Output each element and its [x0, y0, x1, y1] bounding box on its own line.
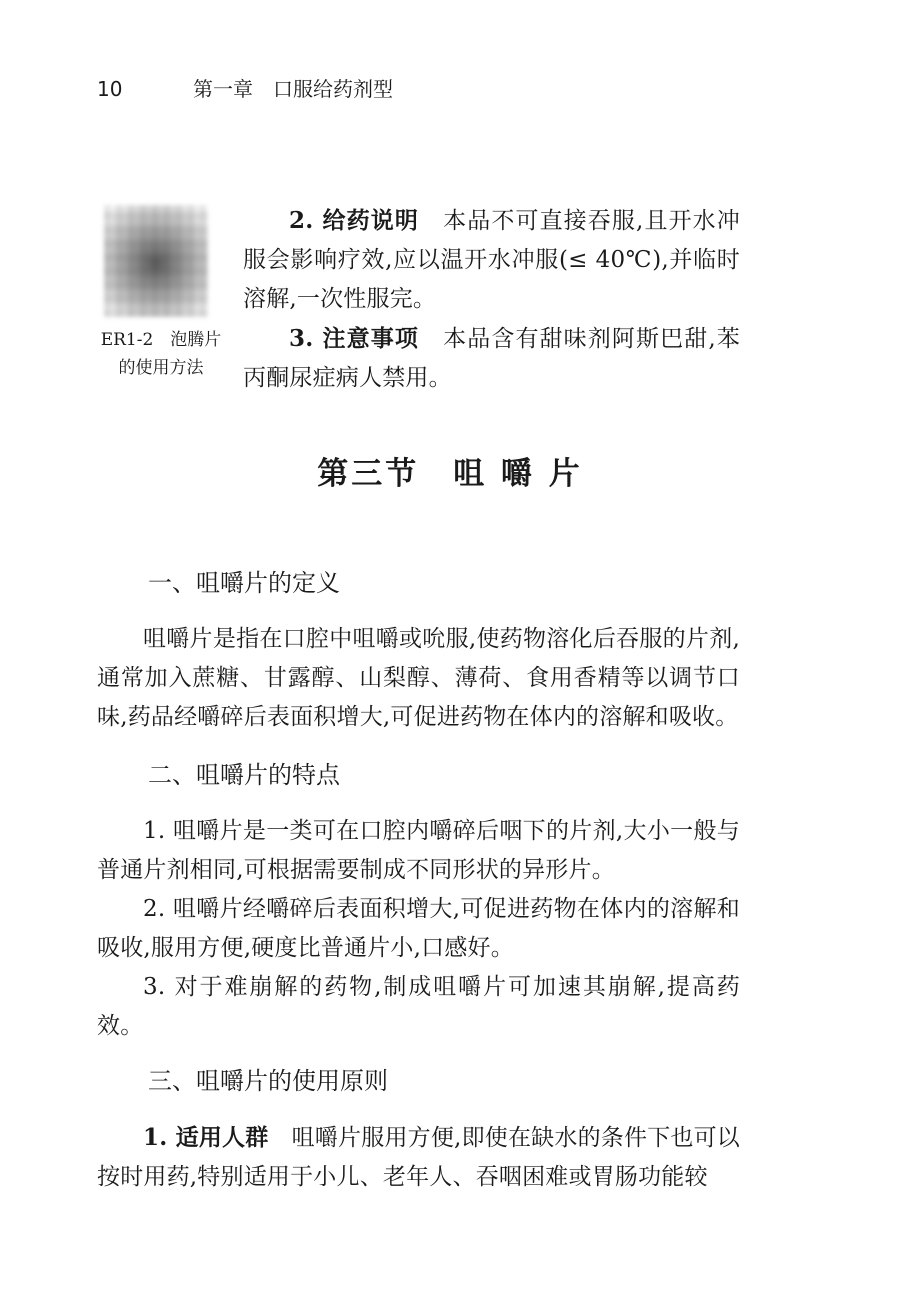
- principle-text: 咀嚼片服用方便,即使在缺水的条件下也可以按时用药,特别适用于小儿、老年人、吞咽困难或胃肠功能较: [97, 1125, 740, 1190]
- feature-item: 1. 咀嚼片是一类可在口腔内嚼碎后咽下的片剂,大小一般与普通片剂相同,可根据需要制成不同形状的异形片。: [97, 818, 740, 883]
- features-body: [97, 812, 740, 1046]
- feature-item: 2. 咀嚼片经嚼碎后表面积增大,可促进药物在体内的溶解和吸收,服用方便,硬度比普通片小,口感好。: [97, 896, 740, 961]
- qr-code-icon[interactable]: [104, 205, 208, 317]
- definition-body: [97, 620, 740, 737]
- item-text: 本品含有甜味剂阿斯巴甜,苯丙酮尿症病人禁用。: [243, 326, 740, 391]
- qr-caption: [96, 326, 226, 382]
- section-title: 第三节 咀 嚼 片: [317, 456, 583, 492]
- heading-features: 二、咀嚼片的特点: [148, 761, 340, 789]
- principle-label: 1. 适用人群: [143, 1124, 269, 1151]
- item-label: 3. 注意事项: [289, 325, 419, 352]
- item-administration: [243, 201, 740, 319]
- page-number: 10: [97, 77, 123, 101]
- principles-body: [97, 1118, 740, 1197]
- heading-definition: 一、咀嚼片的定义: [148, 569, 340, 597]
- item-precautions: [243, 319, 740, 398]
- item-text: 本品不可直接吞服,且开水冲服会影响疗效,应以温开水冲服(≤ 40℃),并临时溶解,一次性服完。: [243, 208, 740, 312]
- principle-item: [97, 1118, 740, 1197]
- dosage-notes: [243, 201, 740, 398]
- qr-caption-line1: ER1-2 泡腾片: [100, 330, 222, 350]
- chapter-title: 第一章 口服给药剂型: [193, 77, 393, 101]
- item-label: 2. 给药说明: [289, 207, 419, 234]
- feature-item: 3. 对于难崩解的药物,制成咀嚼片可加速其崩解,提高药效。: [97, 974, 740, 1039]
- page-header: [97, 74, 393, 104]
- definition-paragraph: 咀嚼片是指在口腔中咀嚼或吮服,使药物溶化后吞服的片剂,通常加入蔗糖、甘露醇、山梨醇、薄荷、食用香精等以调节口味,药品经嚼碎后表面积增大,可促进药物在体内的溶解和吸收。: [97, 626, 740, 730]
- qr-caption-line2: 的使用方法: [118, 358, 204, 378]
- heading-principles: 三、咀嚼片的使用原则: [148, 1067, 388, 1095]
